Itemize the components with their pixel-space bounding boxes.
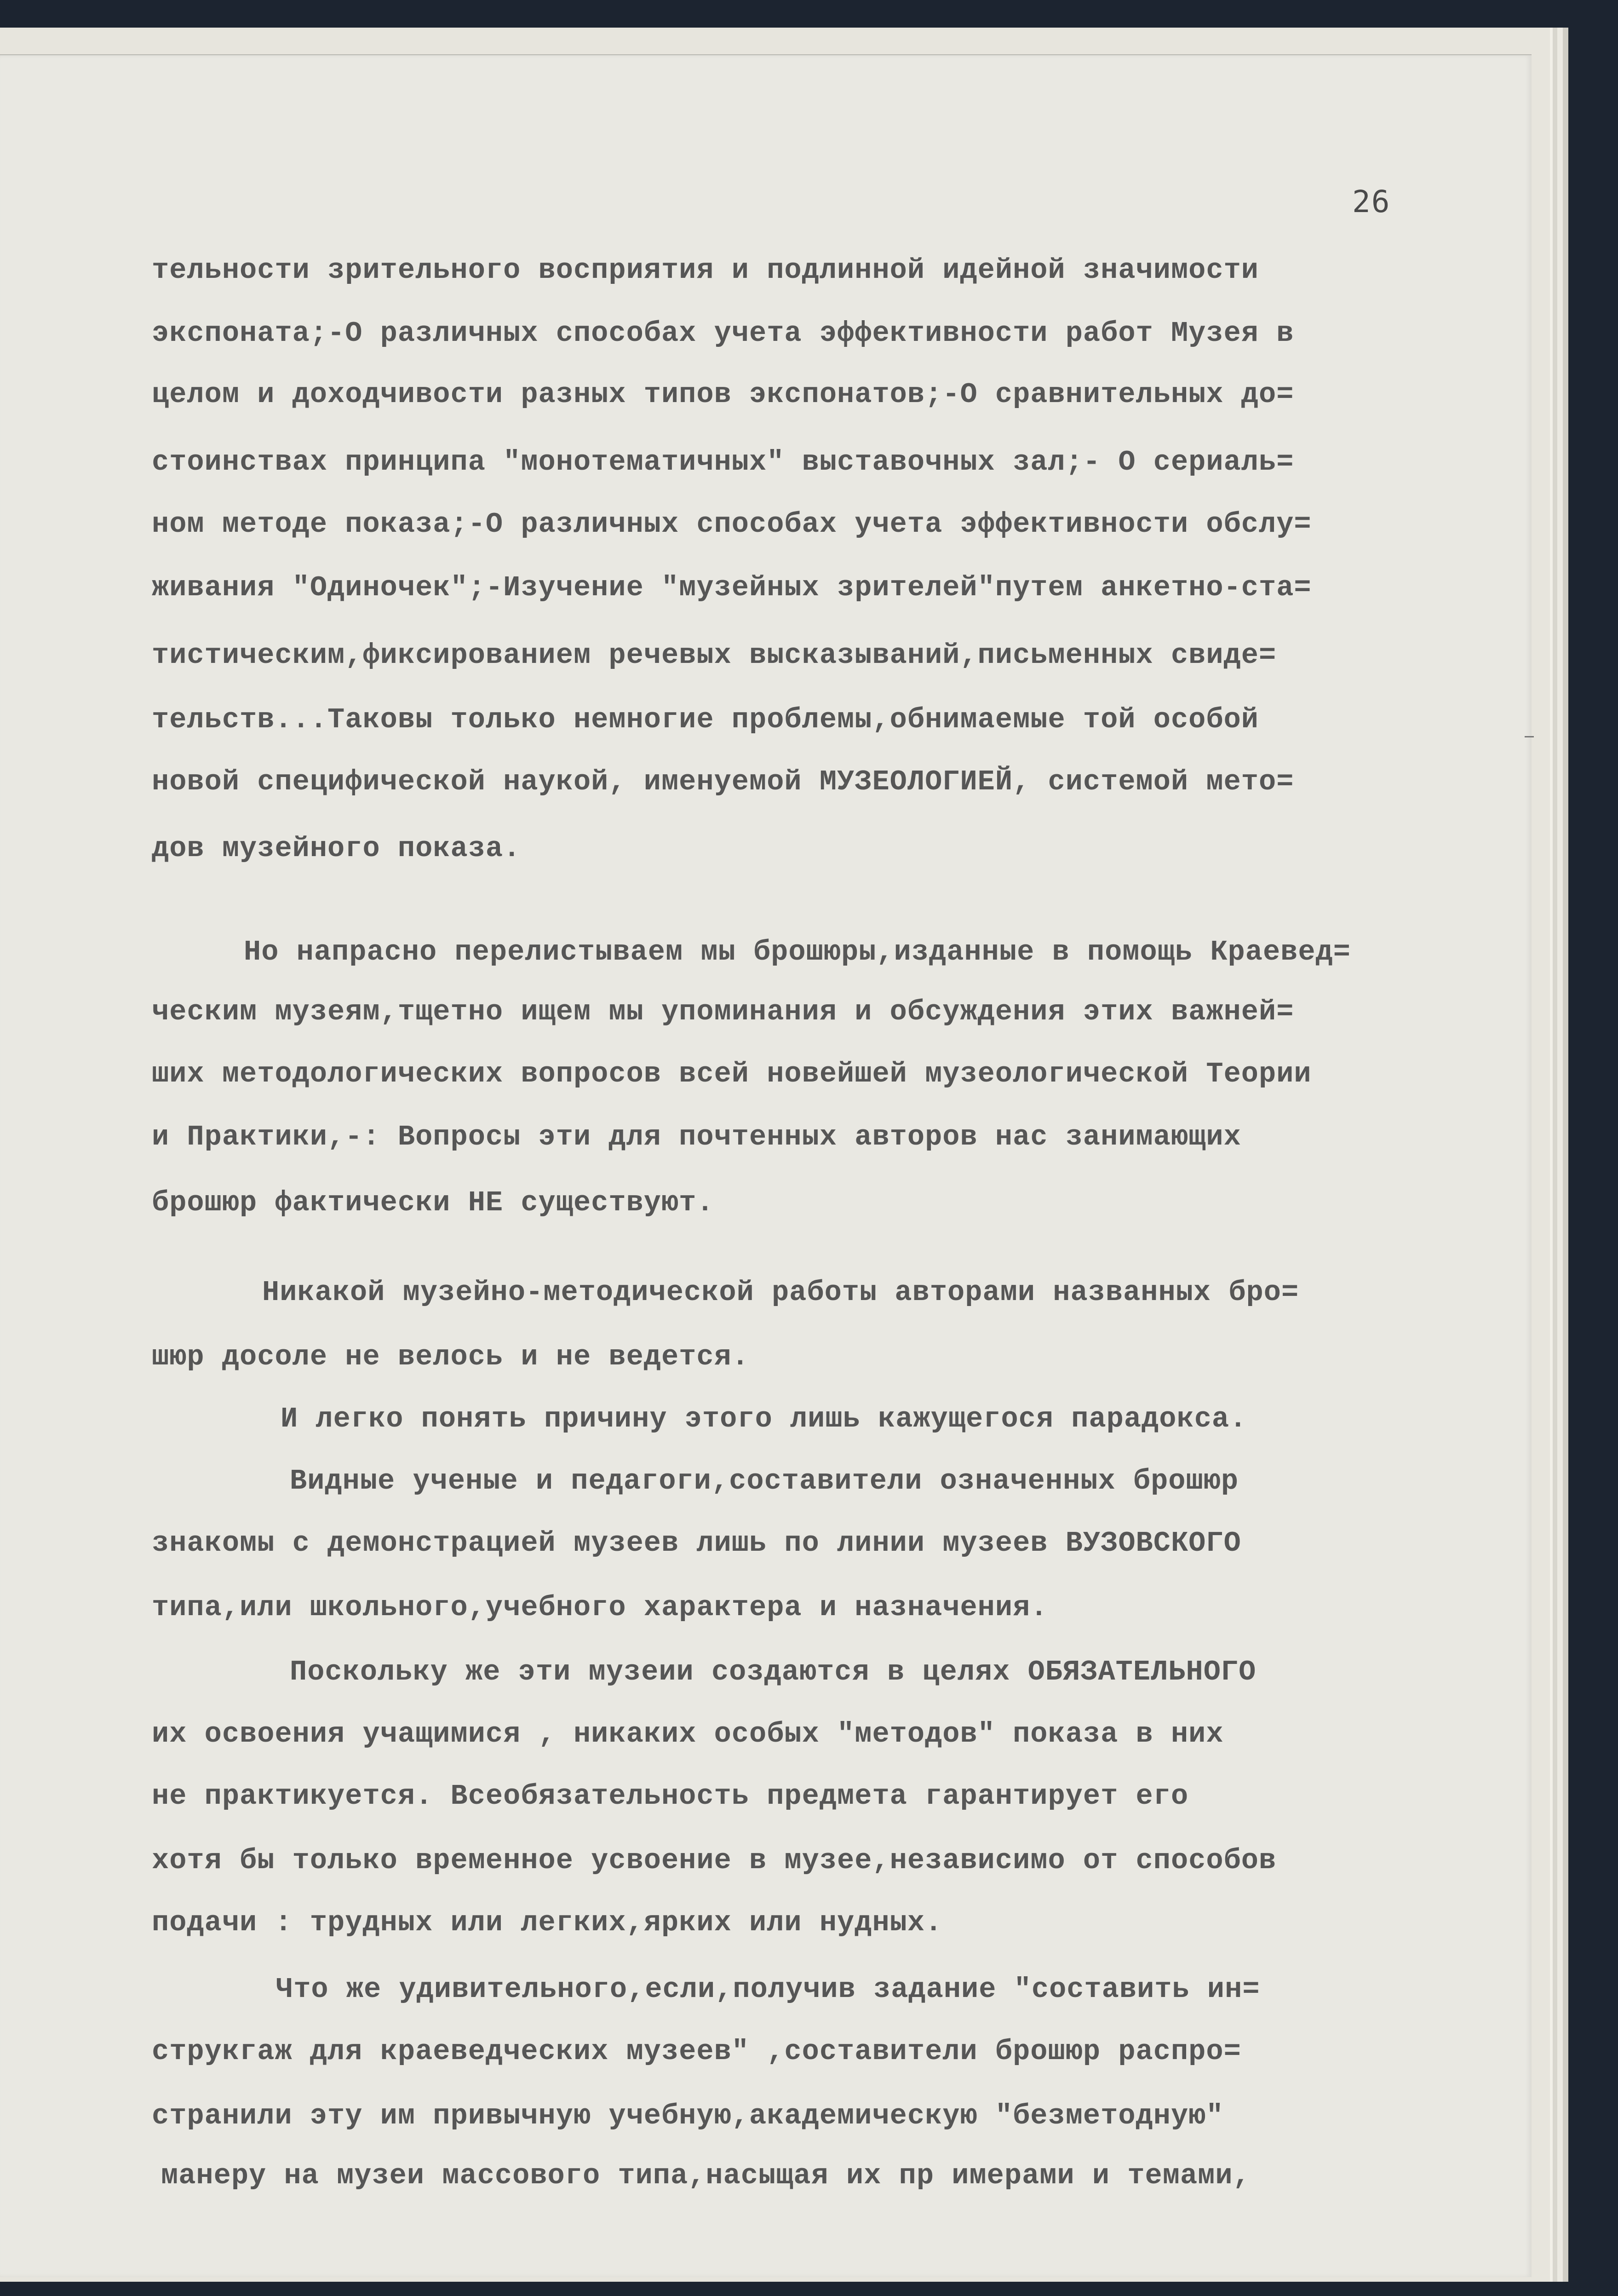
text-line: и Практики,-: Вопросы эти для почтенных авторов нас занимающих — [152, 1121, 1241, 1153]
text-line: новой специфической наукой, именуемой МУЗЕОЛОГИЕЙ, системой мето= — [152, 765, 1294, 798]
text-line: шюр досоле не велось и не ведется. — [152, 1341, 750, 1373]
text-line: Видные ученые и педагоги,составители означенных брошюр — [290, 1465, 1239, 1497]
text-line: Что же удивительного,если,получив задание "составить ин= — [276, 1973, 1260, 2006]
text-line: их освоения учащимися , никаких особых "методов" показа в них — [152, 1718, 1224, 1750]
text-line: тельности зрительного восприятия и подлинной идейной значимости — [152, 254, 1259, 287]
text-line: ших методологических вопросов всей новейшей музеологической Теории — [152, 1058, 1312, 1090]
text-line: стоинствах принципа "монотематичных" выставочных зал;- О сериаль= — [152, 446, 1294, 478]
text-line: манеру на музеи массового типа,насыщая их пр имерами и темами, — [161, 2159, 1251, 2192]
text-line: экспоната;-О различных способах учета эффективности работ Музея в — [152, 317, 1294, 350]
text-line: струкгаж для краеведческих музеев" ,составители брошюр распро= — [152, 2035, 1241, 2068]
text-line: целом и доходчивости разных типов экспонатов;-О сравнительных до= — [152, 378, 1294, 411]
text-line: Никакой музейно-методической работы авторами названных бро= — [262, 1276, 1299, 1309]
text-line: хотя бы только временное усвоение в музее,независимо от способов — [152, 1844, 1277, 1877]
page-number: 26 — [1352, 184, 1391, 219]
margin-mark — [1525, 736, 1534, 737]
text-line: живания "Одиночек";-Изучение "музейных зрителей"путем анкетно-ста= — [152, 571, 1312, 604]
text-line: тельств...Таковы только немногие проблемы,обнимаемые той особой — [152, 703, 1259, 736]
text-line: брошюр фактически НЕ существуют. — [152, 1186, 714, 1219]
text-line: Поскольку же эти музеии создаются в целях ОБЯЗАТЕЛЬНОГО — [290, 1656, 1257, 1688]
text-line: Но напрасно перелистываем мы брошюры,изданные в помощь Краевед= — [244, 936, 1351, 968]
text-line: тистическим,фиксированием речевых высказываний,письменных свиде= — [152, 639, 1277, 672]
text-line: дов музейного показа. — [152, 832, 521, 865]
text-line: не практикуется. Всеобязательность предмета гарантирует его — [152, 1780, 1189, 1813]
text-line: знакомы с демонстрацией музеев лишь по линии музеев ВУЗОВСКОГО — [152, 1527, 1241, 1559]
text-line: ном методе показа;-О различных способах учета эффективности обслу= — [152, 508, 1312, 541]
text-line: И легко понять причину этого лишь кажущегося парадокса. — [281, 1403, 1247, 1435]
text-line: ческим музеям,тщетно ищем мы упоминания и обсуждения этих важней= — [152, 996, 1294, 1028]
text-line: подачи : трудных или легких,ярких или нудных. — [152, 1906, 943, 1939]
text-line: странили эту им привычную учебную,академическую "безметодную" — [152, 2100, 1224, 2132]
text-line: типа,или школьного,учебного характера и назначения. — [152, 1591, 1048, 1624]
